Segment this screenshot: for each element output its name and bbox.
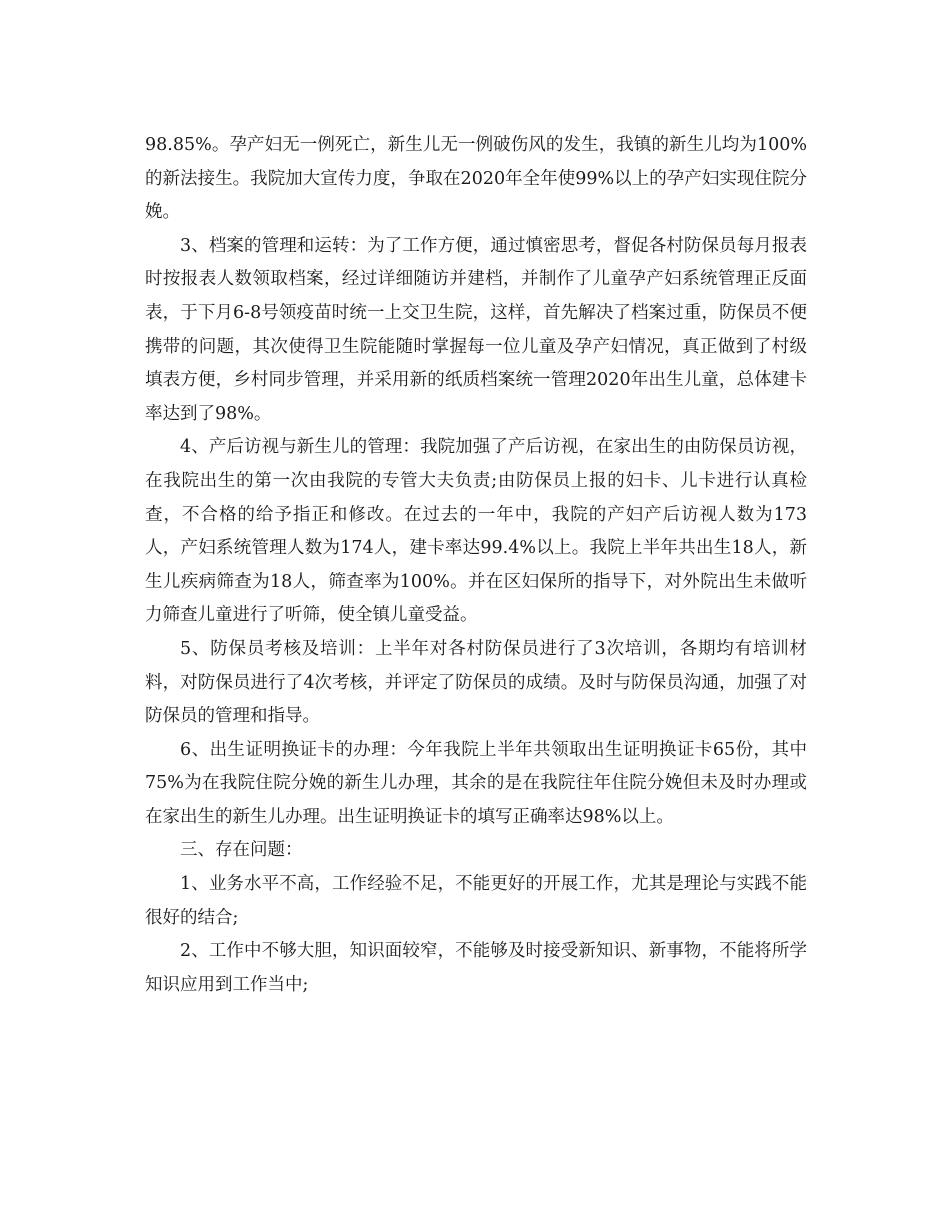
paragraph-postpartum-visits: 4、产后访视与新生儿的管理：我院加强了产后访视，在家出生的由防保员访视，在我院出生的第一次由我院的专管大夫负责;由防保员上报的妇卡、儿卡进行认真检查，不合格的给予指正和修改。在过去的一年中，我院的产妇产后访视人数为173人，产妇系统管理人数为174人，建卡率达99.4%以上。我院上半年共出生18人，新生儿疾病筛查为18人，筛查率为100%。并在区妇保所的指导下，对外院出生未做听力筛查儿童进行了听筛，使全镇儿童受益。 (145, 437, 807, 626)
section-heading-problems: 三、存在问题： (180, 840, 303, 861)
paragraph-staff-training: 5、防保员考核及培训：上半年对各村防保员进行了3次培训，各期均有培训材料，对防保员进行了4次考核，并评定了防保员的成绩。及时与防保员沟通，加强了对防保员的管理和指导。 (145, 638, 807, 727)
document-body (145, 129, 807, 1002)
paragraph-archive-management: 3、档案的管理和运转：为了工作方便，通过慎密思考，督促各村防保员每月报表时按报表人数领取档案，经过详细随访并建档，并制作了儿童孕产妇系统管理正反面表，于下月6-8号领疫苗时统一上交卫生院，这样，首先解决了档案过重，防保员不便携带的问题，其次使得卫生院能随时掌握每一位儿童及孕产妇情况，真正做到了村级填表方便，乡村同步管理，并采用新的纸质档案统一管理2020年出生儿童，总体建卡率达到了98%。 (145, 235, 807, 424)
paragraph-problem-1: 1、业务水平不高，工作经验不足，不能更好的开展工作，尤其是理论与实践不能很好的结合; (145, 874, 807, 928)
paragraph-problem-2: 2、工作中不够大胆，知识面较窄，不能够及时接受新知识、新事物，不能将所学知识应用到工作当中; (145, 941, 807, 995)
paragraph-birth-certificates: 6、出生证明换证卡的办理：今年我院上半年共领取出生证明换证卡65份，其中75%为在我院住院分娩的新生儿办理，其余的是在我院往年住院分娩但未及时办理或在家出生的新生儿办理。出生证明换证卡的填写正确率达98%以上。 (145, 739, 807, 827)
paragraph-continuation: 98.85%。孕产妇无一例死亡，新生儿无一例破伤风的发生，我镇的新生儿均为100%的新法接生。我院加大宣传力度，争取在2020年全年使99%以上的孕产妇实现住院分娩。 (145, 135, 807, 223)
